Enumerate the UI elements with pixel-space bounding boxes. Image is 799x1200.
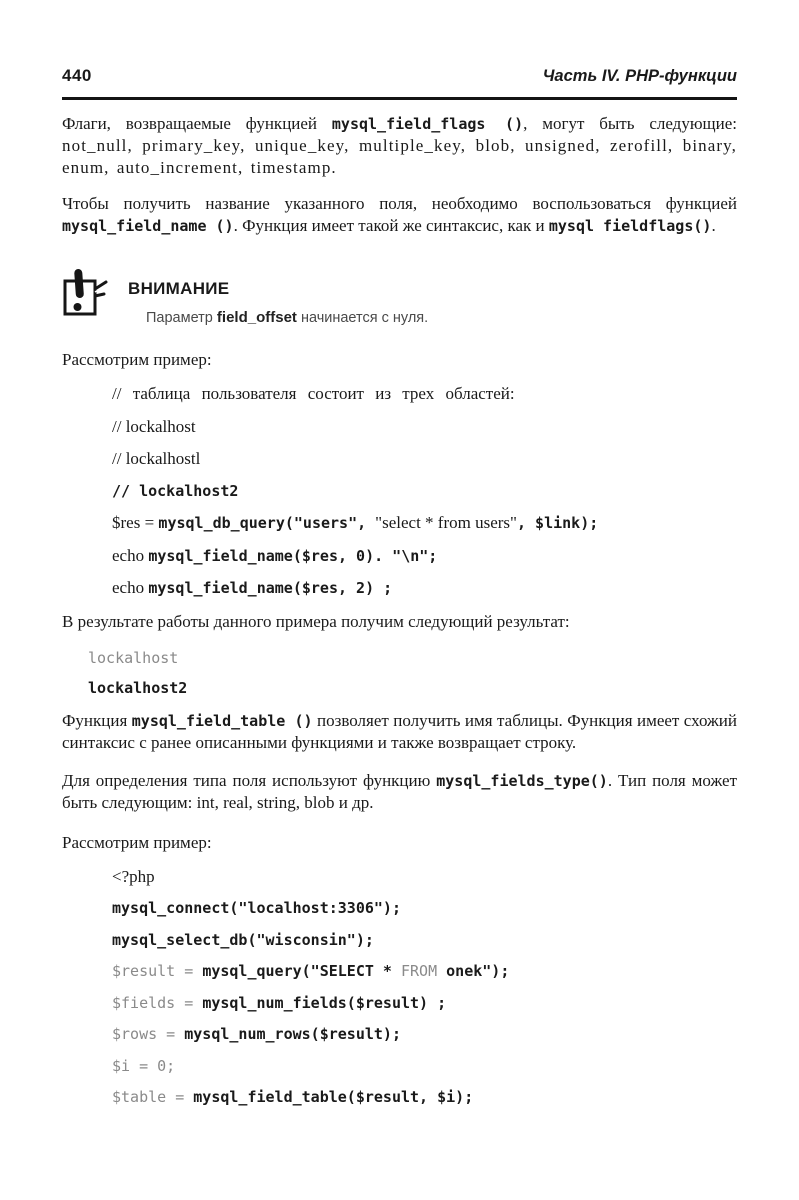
code-segment: lockalhost2 [88,678,188,697]
code-segment: mysql_field_name($res, 0). "\n"; [148,546,438,565]
code-line [88,679,737,698]
code-segment: mysql_connect("localhost:3306"); [112,899,401,917]
code-segment: mysql_num_rows($result); [184,1025,401,1043]
code-segment: echo [112,545,149,565]
code-segment: $res = [112,513,159,532]
code-segment: mysql_num_fields($result) ; [202,993,447,1012]
text-segment: field_offset [216,309,297,326]
part-title: Часть IV. PHP-функции [542,67,737,85]
text-segment: mysql_field_name () [62,217,234,235]
code-segment: $result = [112,962,203,980]
code-line [112,1088,737,1107]
code-line [112,449,737,469]
code-line [88,649,737,668]
code-line [112,578,737,598]
text-segment: Параметр [146,310,217,326]
code-line [112,417,737,437]
code-segment: echo [112,578,149,597]
text-segment: начинается с нуля. [296,310,429,326]
code-segment: $rows = [112,1025,185,1043]
code-line [112,994,737,1013]
code-line [112,513,737,533]
text-segment: mysql_fields_type() [436,771,608,790]
code-line [112,962,737,981]
text-segment: . Функция имеет такой же синтаксис, как и [233,216,549,235]
code-segment: <?php [112,866,155,886]
paragraph-fields-type [62,770,737,814]
attention-text [128,267,428,327]
running-header [62,66,737,86]
code-segment: , [516,514,536,532]
example1-intro: Рассмотрим пример: [62,350,212,369]
text-segment: позволяет получить имя таблицы. Функция имеет схожий синтаксис с ранее описанными функциями и также возвращает строку. [62,710,737,752]
text-segment: mysql_field_table () [131,711,313,730]
code-segment: onek"); [446,962,510,980]
code-segment: $fields = [112,993,203,1012]
code-segment: mysql_db_query("users", [158,514,376,532]
result-intro: В результате работы данного примера получим следующий результат: [62,611,570,631]
text-segment: , могут быть следующие: [523,114,737,133]
code-line [112,867,737,887]
code-segment: $table = [112,1088,194,1106]
attention-block [62,267,737,327]
attention-title: ВНИМАНИЕ [128,279,230,298]
code-segment: FROM [401,962,447,980]
code-line [112,1025,737,1044]
code-segment: mysql_field_table($result, $i); [193,1088,474,1106]
attention-note [146,309,428,327]
code-segment: // lockalhost2 [112,481,239,500]
text-segment: not_null, primary_key, unique_key, multiple_key, blob, unsigned, zerofill, binary, enum, auto_increment, timestamp. [62,136,737,177]
code-segment: mysql_field_name($res, 2) ; [148,579,393,597]
code-segment: // lockalhost [112,416,196,436]
code-line [112,931,737,950]
example1-code [112,384,737,598]
example1-output [88,649,737,698]
code-segment: mysql_query("SELECT * [202,962,401,980]
code-segment: // lockalhostl [112,449,201,468]
text-segment: . Тип поля может быть следующим: int, real, string, blob и др. [62,770,737,812]
code-segment: // таблица пользователя состоит из трех областей: [112,384,515,403]
example2-intro: Рассмотрим пример: [62,832,212,852]
paragraph-field-name [62,193,737,237]
page-number: 440 [62,66,92,85]
paragraph-field-flags [62,113,737,179]
code-segment: mysql_select_db("wisconsin"); [112,930,374,949]
text-segment: mysql fieldflags() [548,217,712,235]
code-line [112,384,737,404]
attention-exclamation-hand-icon [62,267,108,323]
code-line [112,482,737,501]
text-segment: Функция [62,710,132,730]
code-segment: lockalhost [88,648,179,667]
text-segment: . [711,216,716,235]
text-segment: Чтобы получить название указанного поля, необходимо воспользоваться функцией [62,194,737,213]
example2-code [112,867,737,1108]
code-line [112,1057,737,1076]
code-segment: "select * from users" [375,513,517,532]
paragraph-field-table [62,710,737,754]
code-segment: $i = 0; [112,1056,176,1075]
header-rule [62,97,737,100]
code-line [112,546,737,566]
text-segment: Для определения типа поля используют функцию [62,770,437,790]
code-segment: $link); [535,514,599,532]
code-line [112,899,737,918]
text-segment: Флаги, возвращаемые функцией [62,114,332,133]
text-segment: mysql_field_flags () [331,115,524,133]
